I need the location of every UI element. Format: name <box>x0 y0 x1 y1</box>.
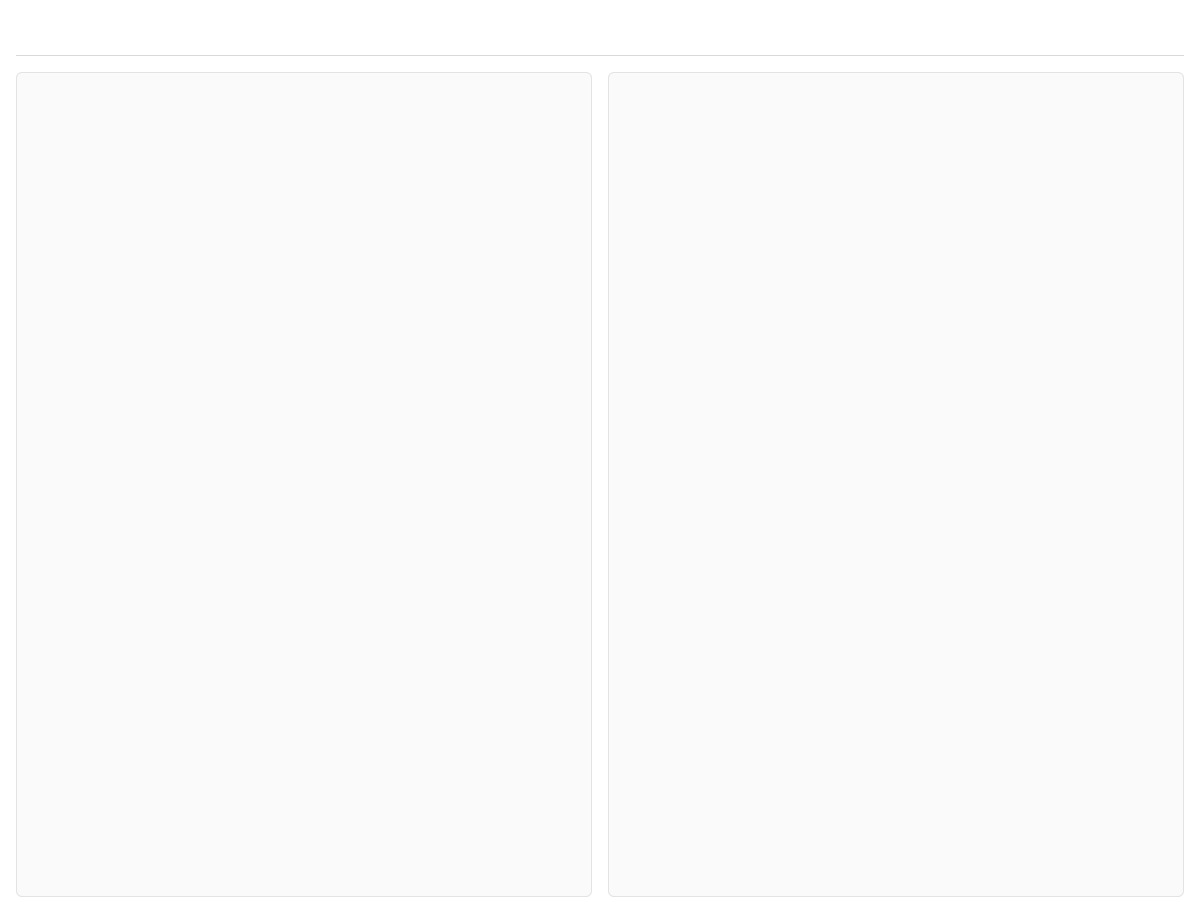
left-panel-body <box>29 107 579 127</box>
right-panel-label <box>621 85 1171 99</box>
left-panel-label <box>29 85 579 99</box>
right-panel <box>608 72 1184 897</box>
content-area <box>16 72 1184 897</box>
left-panel <box>16 72 592 897</box>
right-panel-body <box>621 107 1171 127</box>
header <box>16 16 1184 56</box>
